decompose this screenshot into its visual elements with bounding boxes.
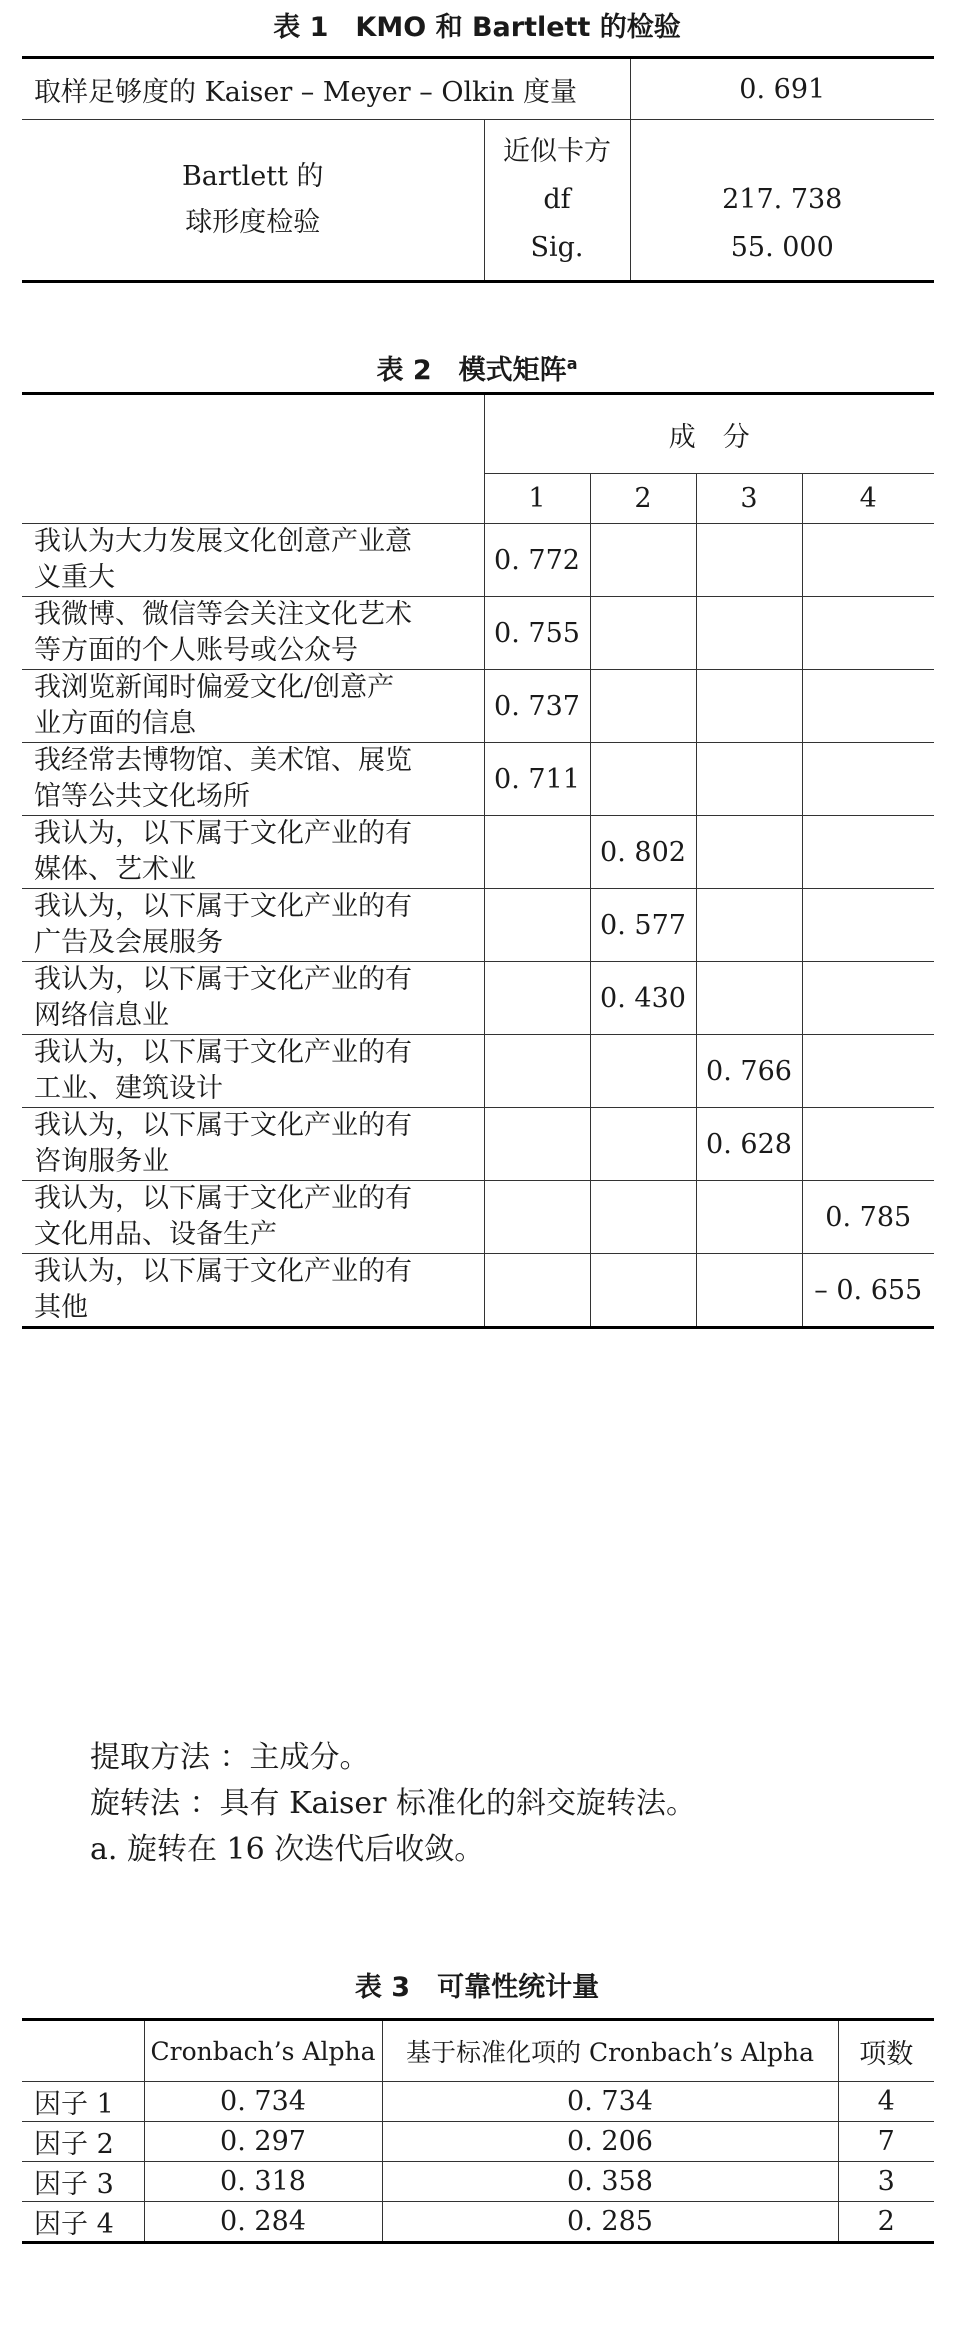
loading-cell — [802, 889, 934, 962]
row-label-line1: 我认为，以下属于文化产业的有 — [34, 818, 412, 849]
row-label-line1: 我微博、微信等会关注文化艺术 — [34, 599, 412, 630]
reliability-cell: 2 — [838, 2202, 934, 2243]
loading-cell: 0. 785 — [802, 1181, 934, 1254]
loading-cell: 0. 711 — [484, 743, 590, 816]
factor-label: 因子 3 — [22, 2162, 144, 2202]
loading-cell — [802, 962, 934, 1035]
factor-label: 因子 4 — [22, 2202, 144, 2243]
component-4: 4 — [802, 474, 934, 524]
reliability-cell: 0. 734 — [382, 2082, 838, 2122]
table-row — [22, 962, 934, 1035]
row-label-line2: 媒体、艺术业 — [34, 854, 196, 885]
t3-header-std-alpha: 基于标准化项的 Cronbach’s Alpha — [382, 2020, 838, 2082]
reliability-cell: 0. 285 — [382, 2202, 838, 2243]
loading-cell — [590, 1035, 696, 1108]
loading-cell — [696, 962, 802, 1035]
row-label-line2: 义重大 — [34, 562, 115, 593]
table1-title: 表 1 KMO 和 Bartlett 的检验 — [273, 12, 681, 43]
loading-cell — [590, 1181, 696, 1254]
loading-cell — [484, 1108, 590, 1181]
table-row — [22, 816, 934, 889]
row-label-line1: 我认为，以下属于文化产业的有 — [34, 964, 412, 995]
row-label-line2: 网络信息业 — [34, 1000, 169, 1031]
loading-cell — [484, 1254, 590, 1328]
table-row — [22, 597, 934, 670]
t3-header-empty — [22, 2020, 144, 2082]
sub-label-sig: Sig. — [530, 232, 584, 263]
row-label-line1: 我浏览新闻时偏爱文化/创意产 — [34, 672, 395, 703]
reliability-cell: 0. 358 — [382, 2162, 838, 2202]
loading-cell: 0. 772 — [484, 524, 590, 597]
loading-cell — [696, 524, 802, 597]
reliability-cell: 7 — [838, 2122, 934, 2162]
row-label — [22, 1035, 484, 1108]
row-label-line1: 我认为，以下属于文化产业的有 — [34, 1183, 412, 1214]
row-label — [22, 524, 484, 597]
component-1: 1 — [484, 474, 590, 524]
reliability-cell: 4 — [838, 2082, 934, 2122]
table-row — [22, 2202, 934, 2243]
loading-cell — [696, 1254, 802, 1328]
loading-cell: 0. 628 — [696, 1108, 802, 1181]
row-label — [22, 597, 484, 670]
loading-cell — [484, 816, 590, 889]
row-label-line2: 等方面的个人账号或公众号 — [34, 635, 358, 666]
sub-label-df: df — [543, 184, 571, 215]
loading-cell — [484, 889, 590, 962]
loading-cell: 0. 755 — [484, 597, 590, 670]
row-label-line2: 咨询服务业 — [34, 1146, 169, 1177]
loading-cell — [802, 1108, 934, 1181]
table-row — [22, 2162, 934, 2202]
loading-cell — [802, 524, 934, 597]
table3-title: 表 3 可靠性统计量 — [354, 1972, 600, 2003]
bartlett-sub-labels — [484, 120, 630, 282]
sub-label-chi-square: 近似卡方 — [503, 136, 611, 167]
table-row — [22, 2082, 934, 2122]
loading-cell: 0. 737 — [484, 670, 590, 743]
row-label-line2: 广告及会展服务 — [34, 927, 223, 958]
loading-cell — [590, 743, 696, 816]
factor-label: 因子 2 — [22, 2122, 144, 2162]
table-row — [22, 1181, 934, 1254]
sub-value-2: 55. 000 — [730, 232, 834, 263]
row-label-line2: 其他 — [34, 1292, 88, 1323]
reliability-cell: 3 — [838, 2162, 934, 2202]
bartlett-sub-values — [630, 120, 934, 282]
table-row — [22, 1254, 934, 1328]
row-label-line1: 我经常去博物馆、美术馆、展览 — [34, 745, 412, 776]
loading-cell — [802, 816, 934, 889]
row-label-line1: 我认为，以下属于文化产业的有 — [34, 1110, 412, 1141]
factor-label: 因子 1 — [22, 2082, 144, 2122]
loading-cell — [696, 597, 802, 670]
note-rotation: 旋转法 ：具有 Kaiser 标准化的斜交旋转法。 — [90, 1786, 696, 1821]
t3-body — [22, 2082, 934, 2243]
row-label — [22, 962, 484, 1035]
reliability-cell: 0. 297 — [144, 2122, 382, 2162]
row-label-line2: 工业、建筑设计 — [34, 1073, 223, 1104]
row-label-line1: 我认为，以下属于文化产业的有 — [34, 1256, 412, 1287]
loading-cell — [590, 1254, 696, 1328]
table2-pattern-matrix — [22, 392, 934, 1329]
matrix-body — [22, 524, 934, 1328]
row-label — [22, 816, 484, 889]
row-label-line2: 业方面的信息 — [34, 708, 196, 739]
loading-cell — [696, 816, 802, 889]
note-extraction: 提取方法 ：主成分。 — [90, 1740, 370, 1775]
loading-cell — [590, 1108, 696, 1181]
bartlett-label-line2: 球形度检验 — [185, 207, 321, 238]
bartlett-label-line1: Bartlett 的 — [181, 161, 324, 192]
row-label — [22, 670, 484, 743]
row-label-line1: 我认为，以下属于文化产业的有 — [34, 1037, 412, 1068]
loading-cell — [696, 670, 802, 743]
row-label-line2: 文化用品、设备生产 — [34, 1219, 277, 1250]
table-row — [22, 1108, 934, 1181]
loading-cell — [696, 743, 802, 816]
loading-cell — [802, 743, 934, 816]
reliability-cell: 0. 318 — [144, 2162, 382, 2202]
loading-cell — [590, 597, 696, 670]
table2-title — [0, 344, 954, 384]
row-label-line2: 馆等公共文化场所 — [34, 781, 250, 812]
table2-title-text: 表 2 模式矩阵 — [376, 355, 567, 386]
loading-cell: 0. 802 — [590, 816, 696, 889]
matrix-notes — [90, 1735, 890, 1873]
table3-reliability — [22, 2018, 934, 2244]
component-2: 2 — [590, 474, 696, 524]
reliability-cell: 0. 734 — [144, 2082, 382, 2122]
table-row — [22, 2122, 934, 2162]
loading-cell — [802, 597, 934, 670]
loading-cell — [590, 524, 696, 597]
t3-header-items: 项数 — [838, 2020, 934, 2082]
loading-cell: 0. 577 — [590, 889, 696, 962]
row-label — [22, 1108, 484, 1181]
sub-value-1: 217. 738 — [722, 184, 843, 215]
kmo-value: 0. 691 — [630, 58, 934, 120]
loading-cell: 0. 430 — [590, 962, 696, 1035]
bartlett-label — [22, 120, 484, 282]
component-header: 成 分 — [484, 394, 934, 474]
loading-cell — [484, 962, 590, 1035]
note-convergence: a. 旋转在 16 次迭代后收敛。 — [90, 1832, 485, 1867]
loading-cell — [484, 1181, 590, 1254]
row-label — [22, 1181, 484, 1254]
matrix-corner — [22, 394, 484, 524]
row-label-line1: 我认为，以下属于文化产业的有 — [34, 891, 412, 922]
t3-header-alpha: Cronbach’s Alpha — [144, 2020, 382, 2082]
reliability-cell: 0. 206 — [382, 2122, 838, 2162]
row-label — [22, 1254, 484, 1328]
reliability-cell: 0. 284 — [144, 2202, 382, 2243]
row-label-line1: 我认为大力发展文化创意产业意 — [34, 526, 412, 557]
loading-cell — [590, 670, 696, 743]
kmo-label: 取样足够度的 Kaiser – Meyer – Olkin 度量 — [34, 76, 578, 108]
row-label — [22, 889, 484, 962]
loading-cell — [802, 1035, 934, 1108]
table-row — [22, 670, 934, 743]
loading-cell — [696, 889, 802, 962]
table2-title-sup: a — [566, 354, 578, 373]
loading-cell: 0. 766 — [696, 1035, 802, 1108]
loading-cell — [802, 670, 934, 743]
table1-kmo-bartlett — [22, 56, 934, 283]
row-label — [22, 743, 484, 816]
table-row — [22, 1035, 934, 1108]
loading-cell — [696, 1181, 802, 1254]
table-row — [22, 524, 934, 597]
loading-cell: – 0. 655 — [802, 1254, 934, 1328]
table-row — [22, 743, 934, 816]
table-row — [22, 889, 934, 962]
component-3: 3 — [696, 474, 802, 524]
loading-cell — [484, 1035, 590, 1108]
